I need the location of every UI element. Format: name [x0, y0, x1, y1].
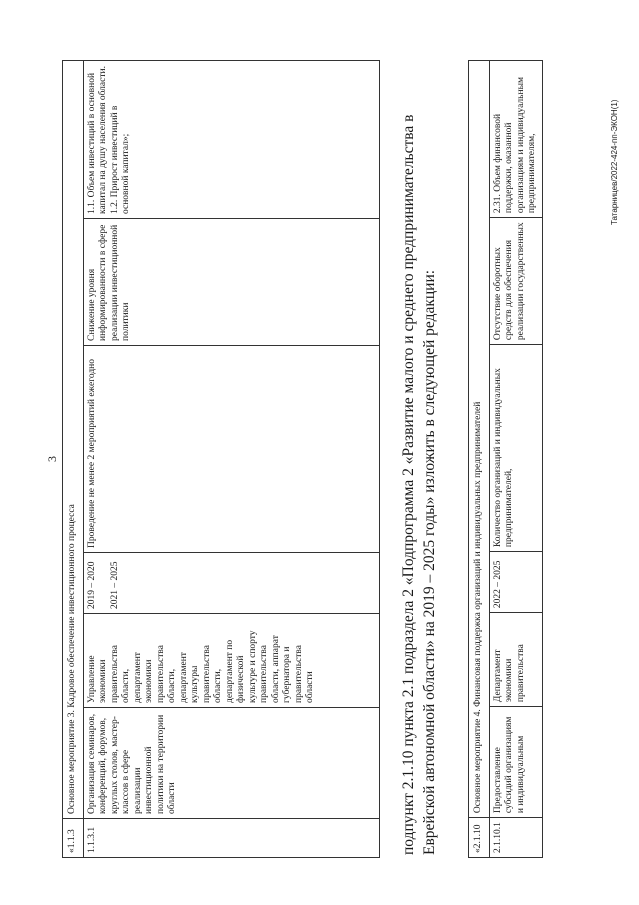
period-2: 2021 – 2025 [110, 561, 120, 609]
page-number: 3 [45, 456, 59, 462]
row-activity: Предоставление субсидий организациям и индивидуальным [489, 707, 542, 818]
table-row [489, 61, 542, 858]
row-code: 1.1.3.1 [83, 819, 379, 858]
row-period [83, 553, 379, 614]
row-result: Проведение не менее 2 мероприятий ежегодно [83, 346, 379, 553]
row-result: Количество организаций и индивидуальных предпринимателей, [489, 345, 542, 552]
row-risk: Снижение уровня информированности в сфере реализации инвестиционной политики [83, 219, 379, 346]
table-row [469, 61, 490, 858]
table-row [63, 61, 84, 858]
row-activity: Организация семинаров, конференций, форумов, круглых столов, мастер-классов в сфере реализации инвестиционной политики на территории области [83, 708, 379, 819]
table-row [83, 61, 379, 858]
row-executor: Департамент экономики правительства [489, 613, 542, 707]
section-title: Основное мероприятие 4. Финансовая поддержка организаций и индивидуальных предпринимателей [469, 61, 490, 818]
section-code: «2.1.10 [469, 818, 490, 858]
row-code: 2.1.10.1 [489, 818, 542, 858]
investment-table [62, 60, 380, 858]
row-indicator: 1.1. Объем инвестиций в основной капитал на душу населения области. 1.2. Прирост инвестиций в основной капитал»; [83, 61, 379, 219]
amendment-paragraph: подпункт 2.1.10 пункта 2.1 подраздела 2 «Подпрограмма 2 «Развитие малого и среднего предпринимательства в Еврейской автономной области» на 2019 – 2025 годы» изложить в следующей редакции: [400, 114, 438, 855]
document-id: Татарницев/2022-424-пп-ЭКОН(1) [610, 99, 619, 225]
support-table [468, 60, 543, 858]
section-code: «1.1.3 [63, 819, 84, 858]
row-executor: Управление экономики правительства области, департамент экономики правительства области, департамент культуры правительства области, департамент по физической культуре и спорту правительства области, аппарат губернатора и правительства области [83, 614, 379, 708]
period-1: 2019 – 2020 [86, 561, 97, 609]
row-indicator: 2.31. Объем финансовой поддержки, оказанной организациям и индивидуальным предпринимателям, [489, 61, 542, 218]
row-risk: Отсутствие оборотных средств для обеспечения реализации государственных [489, 218, 542, 345]
section-title: Основное мероприятие 3. Кадровое обеспечение инвестиционного процесса [63, 61, 84, 819]
row-period: 2022 – 2025 [489, 552, 542, 613]
